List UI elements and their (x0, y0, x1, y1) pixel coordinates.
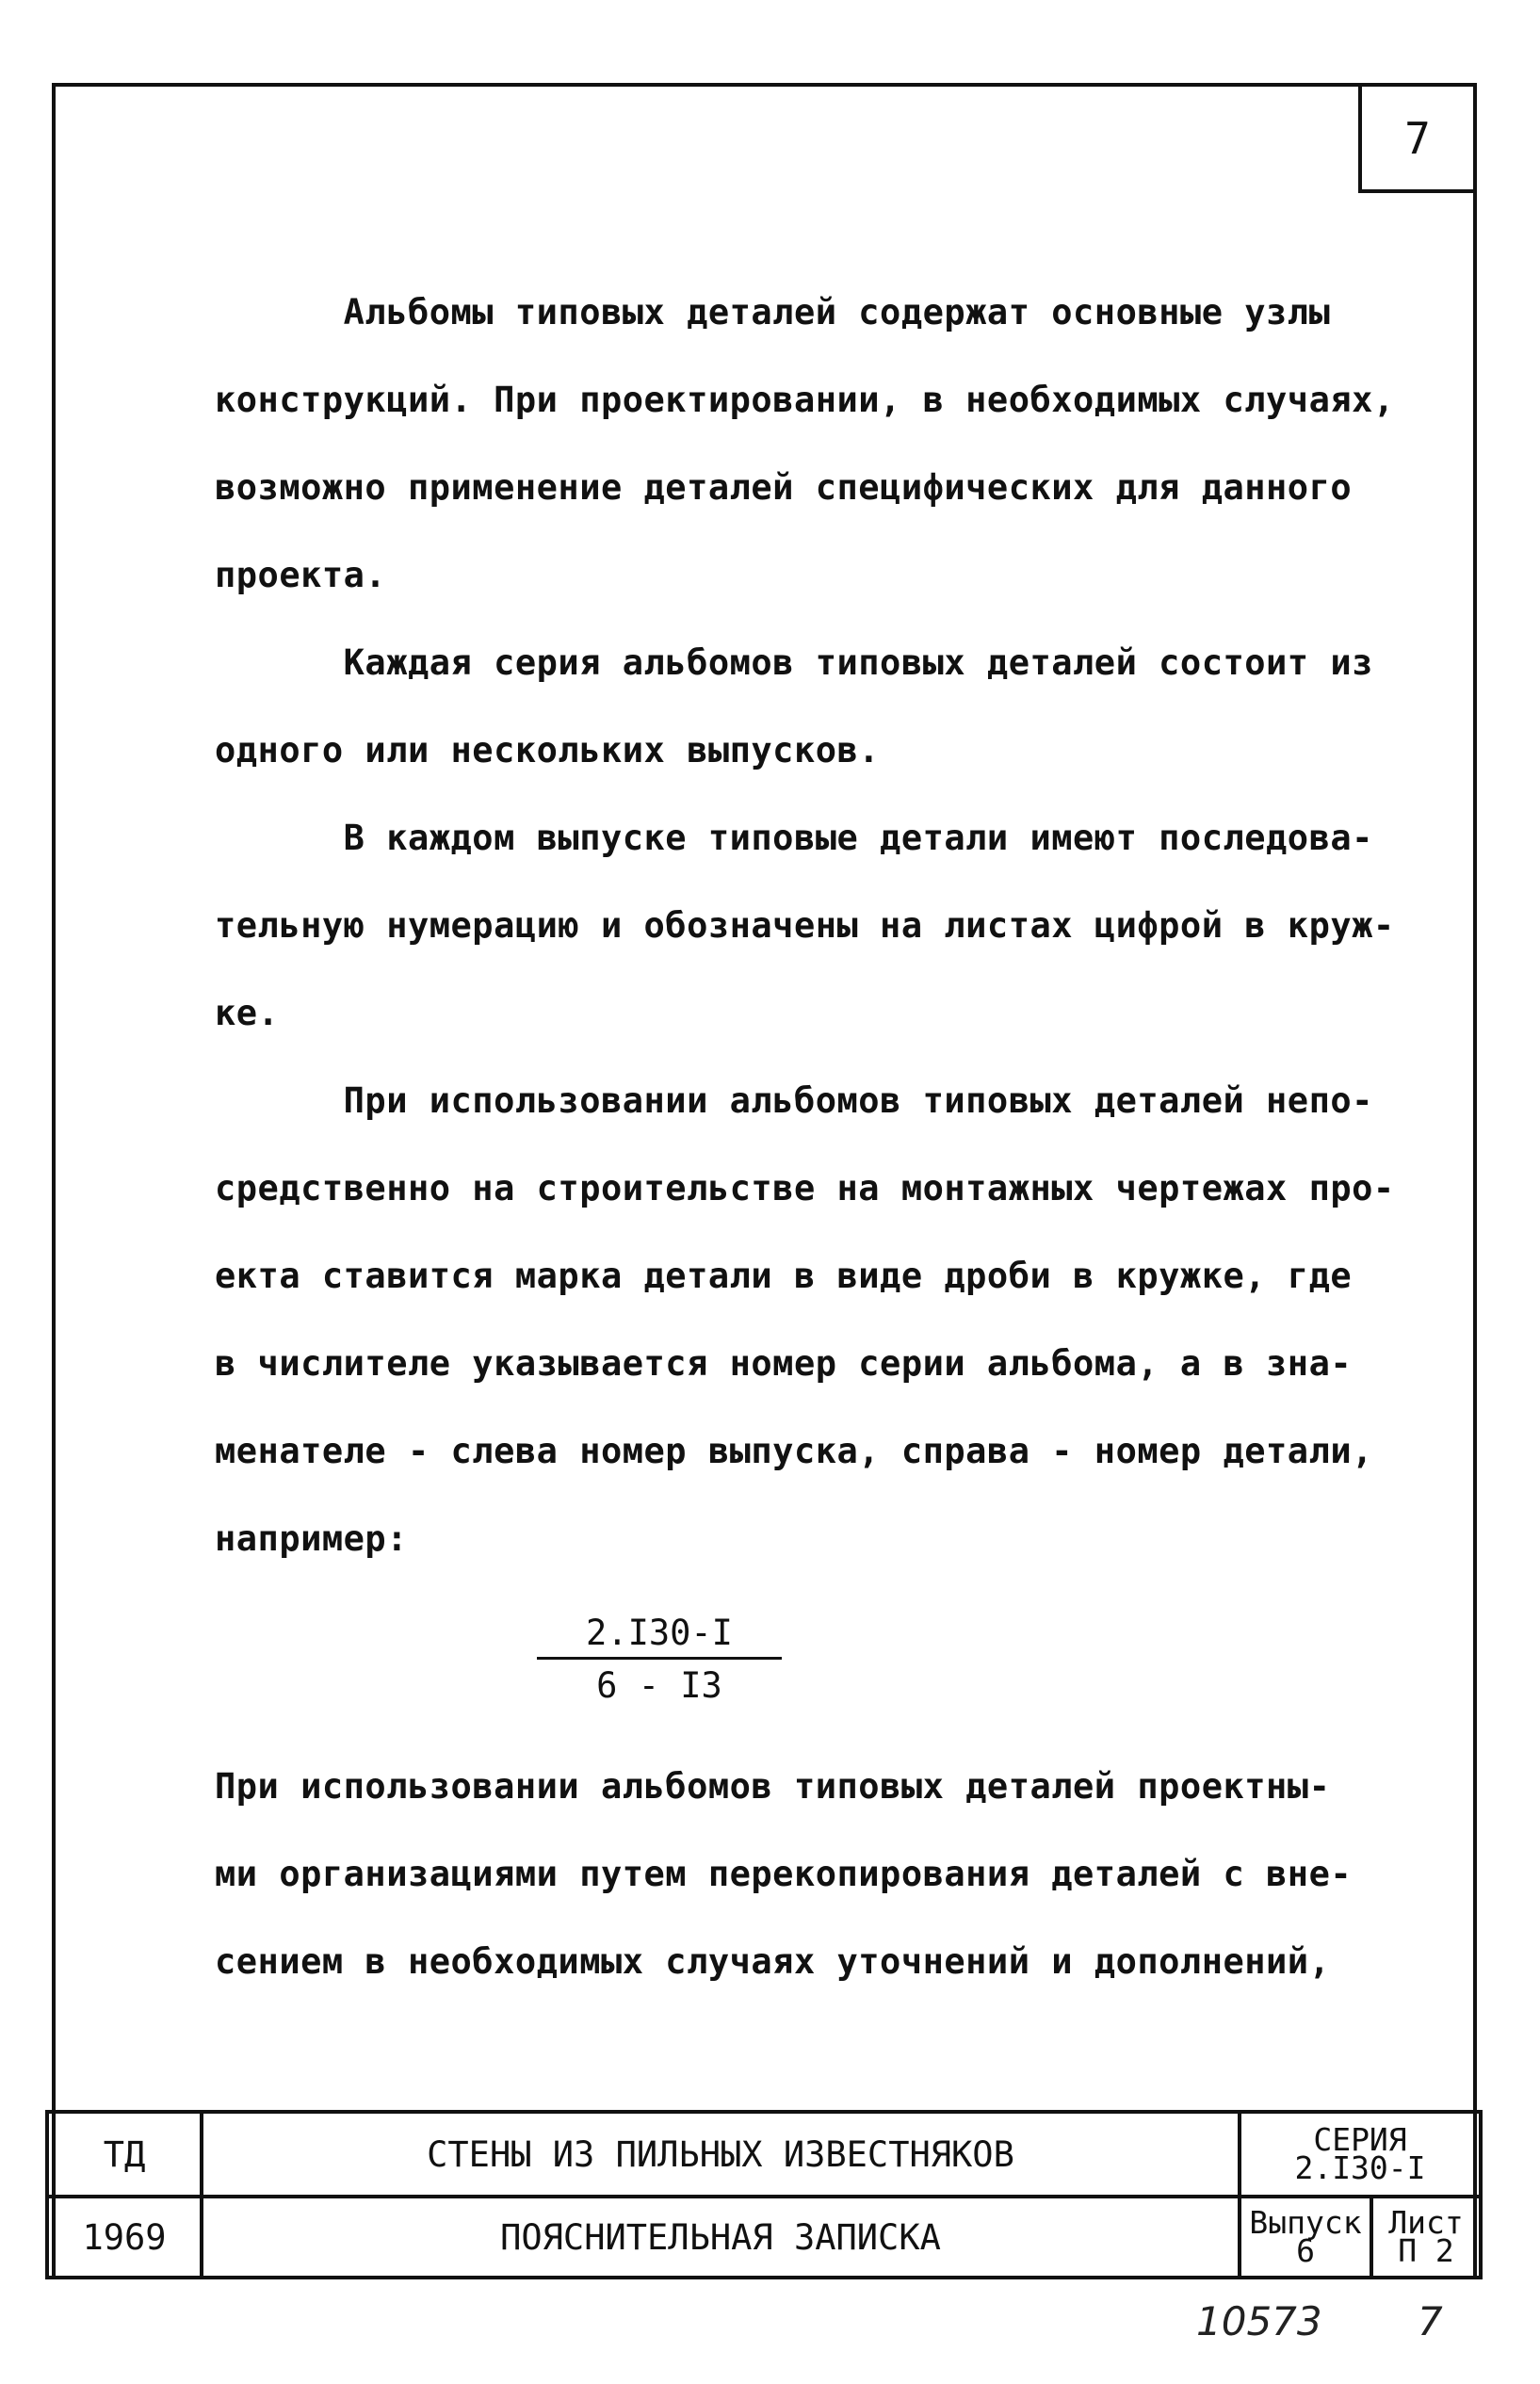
handwritten-mark: 7 (1418, 2298, 1443, 2344)
issue-cell (1241, 2198, 1370, 2276)
text-line: Альбомы типовых деталей содержат основные узлы (215, 292, 1331, 332)
archive-number: 10573 (1196, 2298, 1322, 2344)
doc-title: СТЕНЫ ИЗ ПИЛЬНЫХ ИЗВЕСТНЯКОВ (427, 2133, 1014, 2175)
issue-label: Выпуск (1249, 2204, 1362, 2241)
sheet-value: П 2 (1398, 2232, 1454, 2269)
text-line: тельную нумерацию и обозначены на листах цифрой в круж- (215, 905, 1395, 946)
doc-year: 1969 (82, 2216, 167, 2258)
text-line: Каждая серия альбомов типовых деталей состоит из (215, 642, 1373, 683)
text-line: в числителе указывается номер серии альбома, а в зна- (215, 1343, 1353, 1384)
series-label: СЕРИЯ (1313, 2121, 1407, 2158)
doc-subtitle: ПОЯСНИТЕЛЬНАЯ ЗАПИСКА (500, 2216, 941, 2258)
text-line: ке. (215, 993, 280, 1033)
issue-value: 6 (1296, 2232, 1315, 2269)
page-number: 7 (1358, 83, 1477, 193)
text-line: В каждом выпуске типовые детали имеют последова- (215, 818, 1373, 858)
series-value: 2.I30-I (1294, 2149, 1426, 2186)
text-line: сением в необходимых случаях уточнений и дополнений, (215, 1941, 1331, 1982)
text-line: конструкций. При проектировании, в необходимых случаях, (215, 380, 1395, 420)
sheet-cell (1373, 2198, 1479, 2276)
doc-code: ТД (103, 2133, 146, 2175)
example-fraction (537, 1613, 782, 1706)
text-line: екта ставится марка детали в виде дроби в кружке, где (215, 1256, 1353, 1296)
title-block (45, 2110, 1483, 2279)
text-line: При использовании альбомов типовых деталей проектны- (215, 1766, 1331, 1807)
fraction-numerator: 2.I30-I (537, 1613, 782, 1660)
text-line: ми организациями путем перекопирования деталей с вне- (215, 1854, 1353, 1894)
text-line: проекта. (215, 555, 387, 595)
fraction-denominator: 6 - I3 (596, 1665, 722, 1706)
text-line: средственно на строительстве на монтажных чертежах про- (215, 1168, 1395, 1208)
series-cell (1241, 2114, 1479, 2195)
text-line: например: (215, 1518, 408, 1559)
text-line: При использовании альбомов типовых деталей непо- (215, 1080, 1373, 1121)
sheet-label: Лист (1388, 2204, 1464, 2241)
text-line: одного или нескольких выпусков. (215, 730, 881, 770)
text-line: менателе - слева номер выпуска, справа - номер детали, (215, 1431, 1373, 1471)
text-line: возможно применение деталей специфических для данного (215, 467, 1353, 508)
